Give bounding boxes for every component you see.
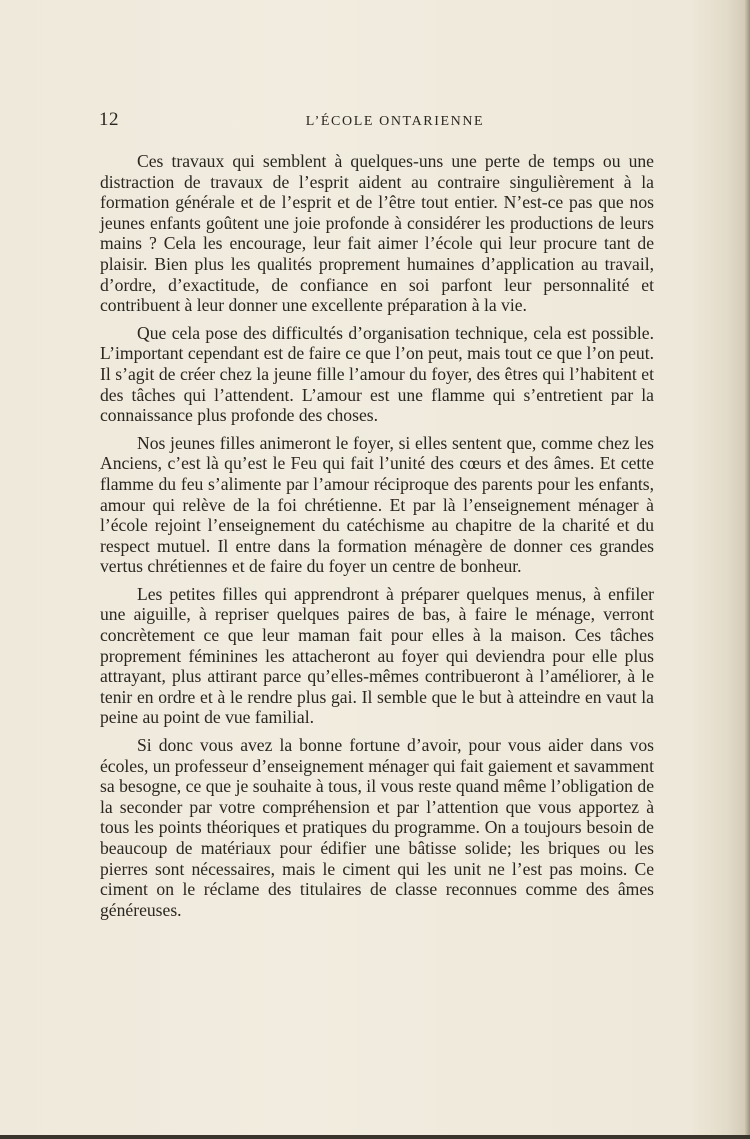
paragraph-4: Les petites filles qui apprendront à préparer quelques menus, à enfiler une aiguille, à repriser quelques paires de bas, à faire le ménage, verront concrètement ce que leur maman fait pour elles à la maison. Ces tâches proprement féminines les attacheront au foyer qui deviendra pour elle plus attrayant, plus attirant parce qu’elles-mêmes contribueront à l’améliorer, à le tenir en ordre et à le rendre plus gai. Il semble que le but à atteindre en vaut la peine au point de vue familial. (100, 583, 654, 728)
body-text (100, 151, 654, 927)
page-number: 12 (99, 109, 119, 130)
running-title: L’ÉCOLE ONTARIENNE (305, 114, 485, 129)
paragraph-5: Si donc vous avez la bonne fortune d’avoir, pour vous aider dans vos écoles, un professeur d’enseignement ménager qui fait gaiement et savamment sa besogne, ce que je souhaite à tous, il vous reste quand même l’obligation de la seconder par votre compréhension et par l’attention que vous apportez à tous les points théoriques et pratiques du programme. On a toujours besoin de beaucoup de matériaux pour édifier une bâtisse solide; les briques ou les pierres sont nécessaires, mais le ciment qui les unit ne l’est pas moins. Ce ciment on le réclame des titulaires de classe reconnues comme des âmes généreuses. (100, 735, 654, 920)
paragraph-1: Ces travaux qui semblent à quelques-uns une perte de temps ou une distraction de travaux de l’esprit aident au contraire singulièrement à la formation générale et de l’esprit et de l’être tout entier. N’est-ce pas que nos jeunes enfants goûtent une joie profonde à considérer les productions de leurs mains ? Cela les encourage, leur fait aimer l’école qui leur procure tant de plaisir. Bien plus les qualités proprement humaines d’application au travail, d’ordre, d’exactitude, de confiance en soi parfont leur personnalité et contribuent à leur donner une excellente préparation à la vie. (100, 151, 654, 316)
page-bottom-edge (0, 1135, 750, 1139)
paragraph-2: Que cela pose des difficultés d’organisation technique, cela est possible. L’important cependant est de faire ce que l’on peut, mais tout ce que l’on peut. Il s’agit de créer chez la jeune fille l’amour du foyer, des êtres qui l’habitent et des tâches qui l’attendent. L’amour est une flamme qui s’entretient par la connaissance plus profonde des choses. (100, 322, 654, 426)
page-edge-shadow (744, 0, 750, 1139)
paragraph-3: Nos jeunes filles animeront le foyer, si elles sentent que, comme chez les Anciens, c’est là qu’est le Feu qui fait l’unité des cœurs et des âmes. Et cette flamme du feu s’alimente par l’amour réciproque des parents pour les enfants, amour qui relève de la foi chrétienne. Et par là l’enseignement ménager à l’école rejoint l’enseignement du catéchisme au chapitre de la charité et du respect mutuel. Il entre dans la formation ménagère de donner ces grandes vertus chrétiennes et de faire du foyer un centre de bonheur. (100, 432, 654, 577)
